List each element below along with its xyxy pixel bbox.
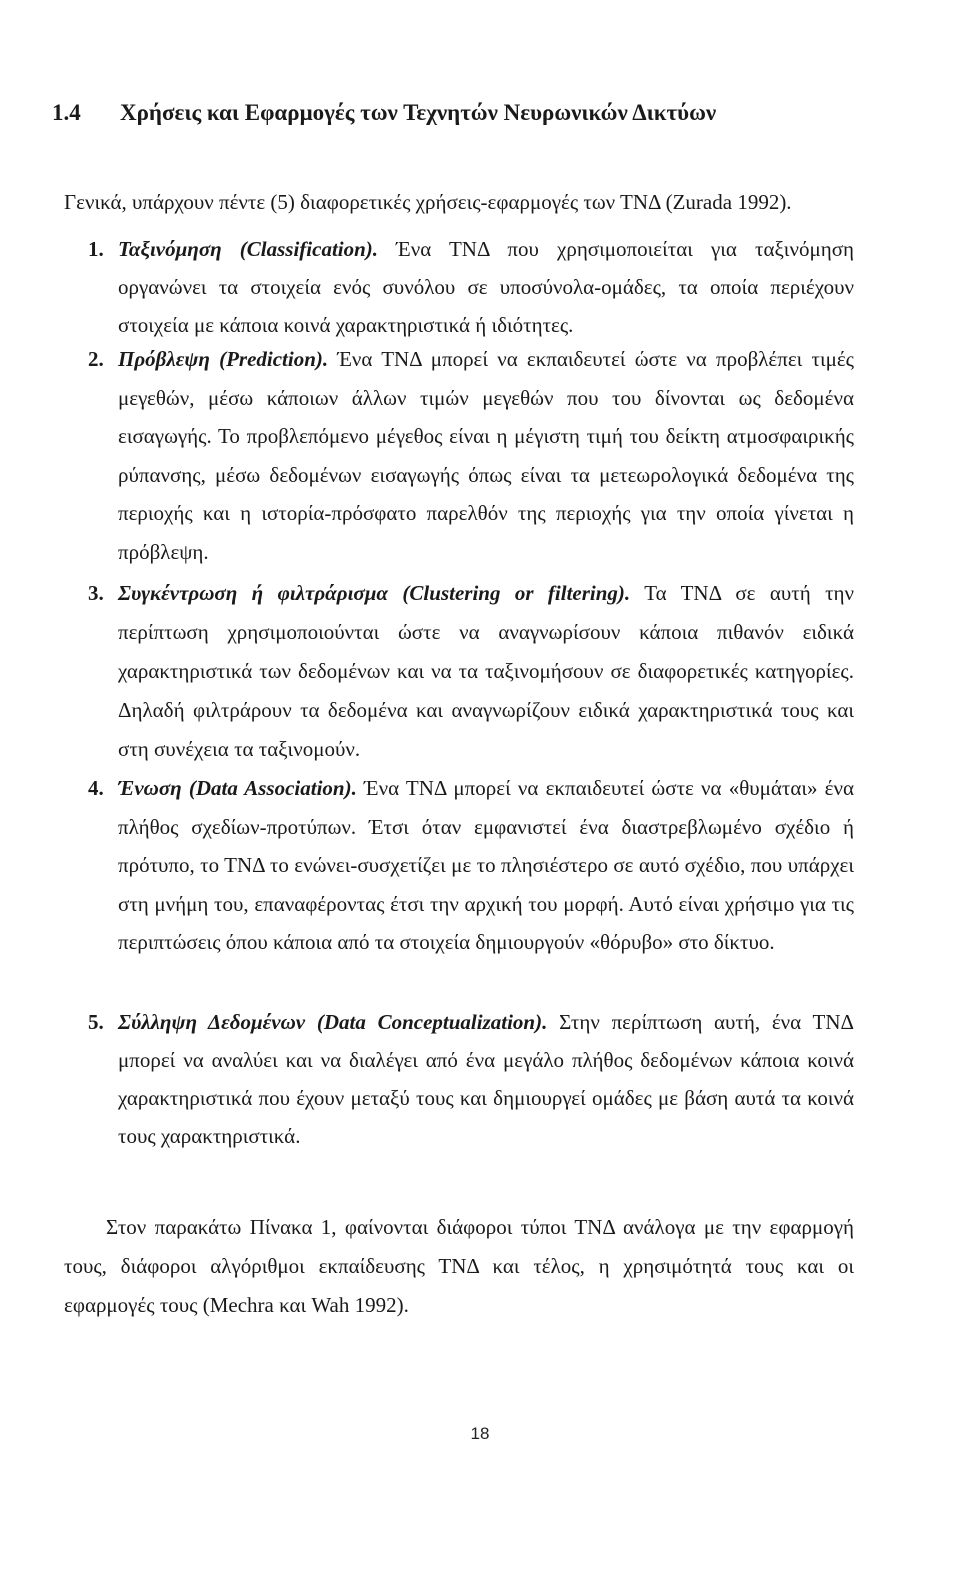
list-item	[88, 340, 854, 571]
list-item-title: Ταξινόμηση (Classification).	[118, 237, 379, 261]
list-item-body	[88, 574, 854, 769]
list-item-title: Σύλληψη Δεδομένων (Data Conceptualization).	[118, 1010, 548, 1034]
list-item-text: Ένα ΤΝΔ που χρησιμοποιείται για ταξινόμηση οργανώνει τα στοιχεία ενός συνόλου σε υποσύνολα-ομάδες, τα οποία περιέχουν στοιχεία με κάποια κοινά χαρακτηριστικά ή ιδιότητες.	[118, 237, 854, 337]
list-item-title: Πρόβλεψη (Prediction).	[118, 347, 329, 371]
list-item-number: 3.	[88, 581, 104, 605]
section-number: 1.4	[52, 100, 81, 125]
list-item-body	[88, 230, 854, 344]
list-item-number: 5.	[88, 1010, 104, 1034]
list-item	[88, 574, 854, 769]
intro-paragraph: Γενικά, υπάρχουν πέντε (5) διαφορετικές χρήσεις-εφαρμογές των ΤΝΔ (Zurada 1992).	[64, 190, 792, 214]
list-item-body	[88, 769, 854, 962]
list-item	[88, 1003, 854, 1155]
list-item-title: Συγκέντρωση ή φιλτράρισμα (Clustering or filtering).	[118, 581, 631, 605]
list-item-number: 1.	[88, 237, 104, 261]
closing-paragraph: Στον παρακάτω Πίνακα 1, φαίνονται διάφοροι τύποι ΤΝΔ ανάλογα με την εφαρμογή τους, διάφοροι αλγόριθμοι εκπαίδευσης ΤΝΔ και τέλος, η χρησιμότητά τους και οι εφαρμογές τους (Mechra και Wah 1992).	[64, 1215, 854, 1317]
list-item-text: Στην περίπτωση αυτή, ένα ΤΝΔ μπορεί να αναλύει και να διαλέγει από ένα μεγάλο πλήθος δεδομένων κάποια κοινά χαρακτηριστικά που έχουν μεταξύ τους και δημιουργεί ομάδες με βάση αυτά τα κοινά τους χαρακτηριστικά.	[118, 1010, 855, 1148]
section-title: Χρήσεις και Εφαρμογές των Τεχνητών Νευρωνικών Δικτύων	[120, 100, 717, 125]
list-item	[88, 230, 854, 344]
list-item-text: Ένα ΤΝΔ μπορεί να εκπαιδευτεί ώστε να προβλέπει τιμές μεγεθών, μέσω κάποιων άλλων τιμών μεγεθών που του δίνονται ως δεδομένα εισαγωγής. Το προβλεπόμενο μέγεθος είναι η μέγιστη τιμή του δείκτη ατμοσφαιρικής ρύπανσης, μέσω δεδομένων εισαγωγής όπως είναι τα μετεωρολογικά δεδομένα της περιοχής και η ιστορία-πρόσφατο παρελθόν της περιοχής για την οποία γίνεται η πρόβλεψη.	[118, 347, 854, 564]
list-item-number: 2.	[88, 347, 104, 371]
list-item-body	[88, 340, 854, 571]
page-number: 18	[470, 1424, 490, 1443]
list-item-text: Ένα ΤΝΔ μπορεί να εκπαιδευτεί ώστε να «θυμάται» ένα πλήθος σχεδίων-προτύπων. Έτσι όταν εμφανιστεί ένα διαστρεβλωμένο σχέδιο ή πρότυπο, το ΤΝΔ το ενώνει-συσχετίζει με το πλησιέστερο σε αυτό σχέδιο, που υπάρχει στη μνήμη του, επαναφέροντας έτσι την αρχική του μορφή. Αυτό είναι χρήσιμο για τις περιπτώσεις όπου κάποια από τα στοιχεία δημιουργούν «θόρυβο» στο δίκτυο.	[118, 776, 854, 954]
list-item-title: Ένωση (Data Association).	[118, 776, 357, 800]
list-item	[88, 769, 854, 962]
section-heading	[52, 100, 912, 126]
list-item-text: Τα ΤΝΔ σε αυτή την περίπτωση χρησιμοποιούνται ώστε να αναγνωρίσουν κάποια πιθανόν ειδικά χαρακτηριστικά των δεδομένων και να τα ταξινομήσουν σε διαφορετικές κατηγορίες. Δηλαδή φιλτράρουν τα δεδομένα και αναγνωρίζουν ειδικά χαρακτηριστικά τους και στη συνέχεια τα ταξινομούν.	[118, 581, 854, 761]
list-item-body	[88, 1003, 854, 1155]
list-item-number: 4.	[88, 776, 104, 800]
